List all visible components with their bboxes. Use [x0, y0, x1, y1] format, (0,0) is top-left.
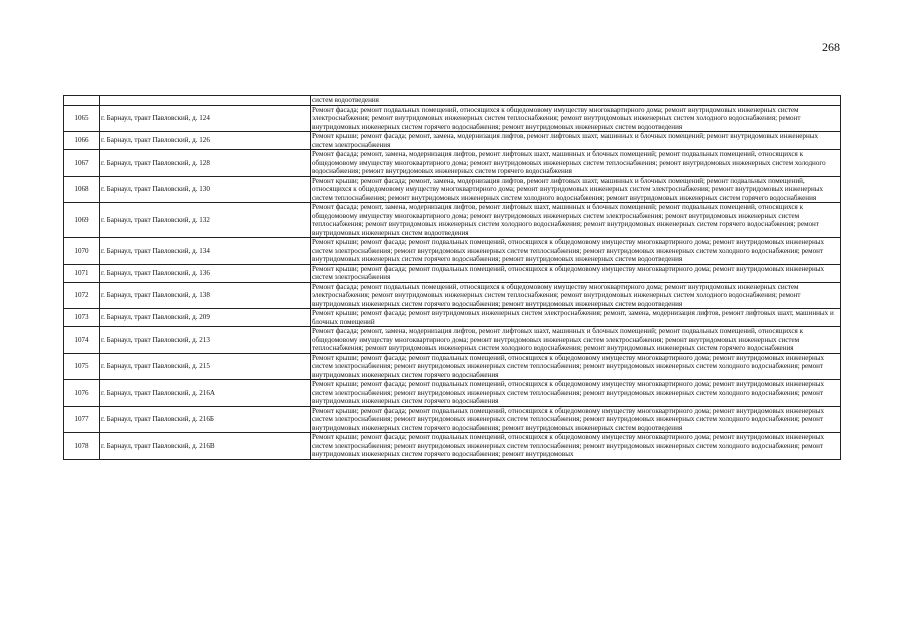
row-number: 1065 [64, 105, 100, 132]
table-row [64, 380, 841, 407]
row-works: Ремонт фасада; ремонт, замена, модернизация лифтов, ремонт лифтовых шахт, машинных и блочных помещений; ремонт подвальных помещений, относящихся к общедомовому имуществу многоквартирного дома; ремонт внутридомовых инженерных систем электроснабжения; ремонт внутридомовых инженерных систем теплоснабжения; ремонт внутридомовых инженерных систем холодного водоснабжения; ремонт внутридомовых инженерных систем горячего водоснабжения; ремонт внутридомовых инженерных систем водоотведения [311, 203, 841, 238]
row-works: систем водоотведения [311, 96, 841, 106]
row-number: 1067 [64, 150, 100, 177]
table-row [64, 264, 841, 282]
row-number: 1073 [64, 309, 100, 327]
repair-registry-table [63, 95, 841, 460]
row-number: 1074 [64, 327, 100, 354]
row-works: Ремонт фасада; ремонт подвальных помещений, относящихся к общедомовому имуществу многоквартирного дома; ремонт внутридомовых инженерных систем электроснабжения; ремонт внутридомовых инженерных систем теплоснабжения; ремонт внутридомовых инженерных систем холодного водоснабжения; ремонт внутридомовых инженерных систем горячего водоснабжения; ремонт внутридомовых инженерных систем водоотведения [311, 282, 841, 309]
row-number: 1068 [64, 176, 100, 203]
row-works: Ремонт крыши; ремонт фасада; ремонт внутридомовых инженерных систем электроснабжения; ремонт, замена, модернизация лифтов, ремонт лифтовых шахт, машинных и блочных помещений [311, 309, 841, 327]
row-works: Ремонт крыши; ремонт фасада; ремонт подвальных помещений, относящихся к общедомовому имуществу многоквартирного дома; ремонт внутридомовых инженерных систем электроснабжения; ремонт внутридомовых инженерных систем теплоснабжения; ремонт внутридомовых инженерных систем холодного водоснабжения; ремонт внутридомовых инженерных систем горячего водоснабжения [311, 380, 841, 407]
table-row [64, 353, 841, 380]
page-number: 268 [822, 40, 840, 54]
table-row [64, 309, 841, 327]
table-row [64, 150, 841, 177]
row-works: Ремонт крыши; ремонт фасада; ремонт, замена, модернизация лифтов, ремонт лифтовых шахт, машинных и блочных помещений; ремонт внутридомовых инженерных систем электроснабжения [311, 132, 841, 150]
row-works: Ремонт крыши; ремонт фасада; ремонт подвальных помещений, относящихся к общедомовому имуществу многоквартирного дома; ремонт внутридомовых инженерных систем электроснабжения [311, 264, 841, 282]
table-row [64, 105, 841, 132]
row-number: 1072 [64, 282, 100, 309]
row-address: г. Барнаул, тракт Павловский, д. 215 [100, 353, 311, 380]
row-address: г. Барнаул, тракт Павловский, д. 132 [100, 203, 311, 238]
row-address: г. Барнаул, тракт Павловский, д. 209 [100, 309, 311, 327]
table-row [64, 406, 841, 433]
row-address [100, 96, 311, 106]
table-row [64, 176, 841, 203]
table-row [64, 203, 841, 238]
row-works: Ремонт крыши; ремонт фасада; ремонт подвальных помещений, относящихся к общедомовому имуществу многоквартирного дома; ремонт внутридомовых инженерных систем электроснабжения; ремонт внутридомовых инженерных систем теплоснабжения; ремонт внутридомовых инженерных систем холодного водоснабжения; ремонт внутридомовых инженерных систем горячего водоснабжения; ремонт внутридомовых [311, 433, 841, 460]
row-works: Ремонт крыши; ремонт фасада; ремонт, замена, модернизация лифтов, ремонт лифтовых шахт, машинных и блочных помещений; ремонт подвальных помещений, относящихся к общедомовому имуществу многоквартирного дома; ремонт внутридомовых инженерных систем электроснабжения; ремонт внутридомовых инженерных систем теплоснабжения; ремонт внутридомовых инженерных систем холодного водоснабжения; ремонт внутридомовых инженерных систем горячего водоснабжения [311, 176, 841, 203]
table-row [64, 96, 841, 106]
row-number: 1078 [64, 433, 100, 460]
row-number: 1069 [64, 203, 100, 238]
row-address: г. Барнаул, тракт Павловский, д. 134 [100, 238, 311, 265]
row-number: 1075 [64, 353, 100, 380]
row-address: г. Барнаул, тракт Павловский, д. 136 [100, 264, 311, 282]
row-address: г. Барнаул, тракт Павловский, д. 216В [100, 433, 311, 460]
row-address: г. Барнаул, тракт Павловский, д. 216Б [100, 406, 311, 433]
row-works: Ремонт крыши; ремонт фасада; ремонт подвальных помещений, относящихся к общедомовому имуществу многоквартирного дома; ремонт внутридомовых инженерных систем электроснабжения; ремонт внутридомовых инженерных систем теплоснабжения; ремонт внутридомовых инженерных систем холодного водоснабжения; ремонт внутридомовых инженерных систем горячего водоснабжения; ремонт внутридомовых инженерных систем водоотведения [311, 406, 841, 433]
row-number [64, 96, 100, 106]
row-works: Ремонт фасада; ремонт, замена, модернизация лифтов, ремонт лифтовых шахт, машинных и блочных помещений; ремонт подвальных помещений, относящихся к общедомовому имуществу многоквартирного дома; ремонт внутридомовых инженерных систем теплоснабжения; ремонт внутридомовых инженерных систем холодного водоснабжения; ремонт внутридомовых инженерных систем горячего водоснабжения [311, 150, 841, 177]
table-row [64, 132, 841, 150]
row-works: Ремонт фасада; ремонт подвальных помещений, относящихся к общедомовому имуществу многоквартирного дома; ремонт внутридомовых инженерных систем электроснабжения; ремонт внутридомовых инженерных систем теплоснабжения; ремонт внутридомовых инженерных систем холодного водоснабжения; ремонт внутридомовых инженерных систем горячего водоснабжения; ремонт внутридомовых инженерных систем водоотведения [311, 105, 841, 132]
row-address: г. Барнаул, тракт Павловский, д. 130 [100, 176, 311, 203]
row-works: Ремонт крыши; ремонт фасада; ремонт подвальных помещений, относящихся к общедомовому имуществу многоквартирного дома; ремонт внутридомовых инженерных систем электроснабжения; ремонт внутридомовых инженерных систем теплоснабжения; ремонт внутридомовых инженерных систем холодного водоснабжения; ремонт внутридомовых инженерных систем горячего водоснабжения [311, 353, 841, 380]
table-row [64, 433, 841, 460]
row-number: 1070 [64, 238, 100, 265]
row-address: г. Барнаул, тракт Павловский, д. 213 [100, 327, 311, 354]
row-address: г. Барнаул, тракт Павловский, д. 216А [100, 380, 311, 407]
row-number: 1066 [64, 132, 100, 150]
table-row [64, 282, 841, 309]
row-address: г. Барнаул, тракт Павловский, д. 126 [100, 132, 311, 150]
row-works: Ремонт крыши; ремонт фасада; ремонт подвальных помещений, относящихся к общедомовому имуществу многоквартирного дома; ремонт внутридомовых инженерных систем электроснабжения; ремонт внутридомовых инженерных систем теплоснабжения; ремонт внутридомовых инженерных систем холодного водоснабжения; ремонт внутридомовых инженерных систем горячего водоснабжения; ремонт внутридомовых инженерных систем водоотведения [311, 238, 841, 265]
table-row [64, 238, 841, 265]
row-address: г. Барнаул, тракт Павловский, д. 138 [100, 282, 311, 309]
row-address: г. Барнаул, тракт Павловский, д. 128 [100, 150, 311, 177]
row-number: 1071 [64, 264, 100, 282]
row-number: 1076 [64, 380, 100, 407]
row-address: г. Барнаул, тракт Павловский, д. 124 [100, 105, 311, 132]
row-number: 1077 [64, 406, 100, 433]
row-works: Ремонт фасада; ремонт, замена, модернизация лифтов, ремонт лифтовых шахт, машинных и блочных помещений; ремонт подвальных помещений, относящихся к общедомовому имуществу многоквартирного дома; ремонт внутридомовых инженерных систем электроснабжения; ремонт внутридомовых инженерных систем теплоснабжения; ремонт внутридомовых инженерных систем холодного водоснабжения; ремонт внутридомовых инженерных систем горячего водоснабжения [311, 327, 841, 354]
table-row [64, 327, 841, 354]
